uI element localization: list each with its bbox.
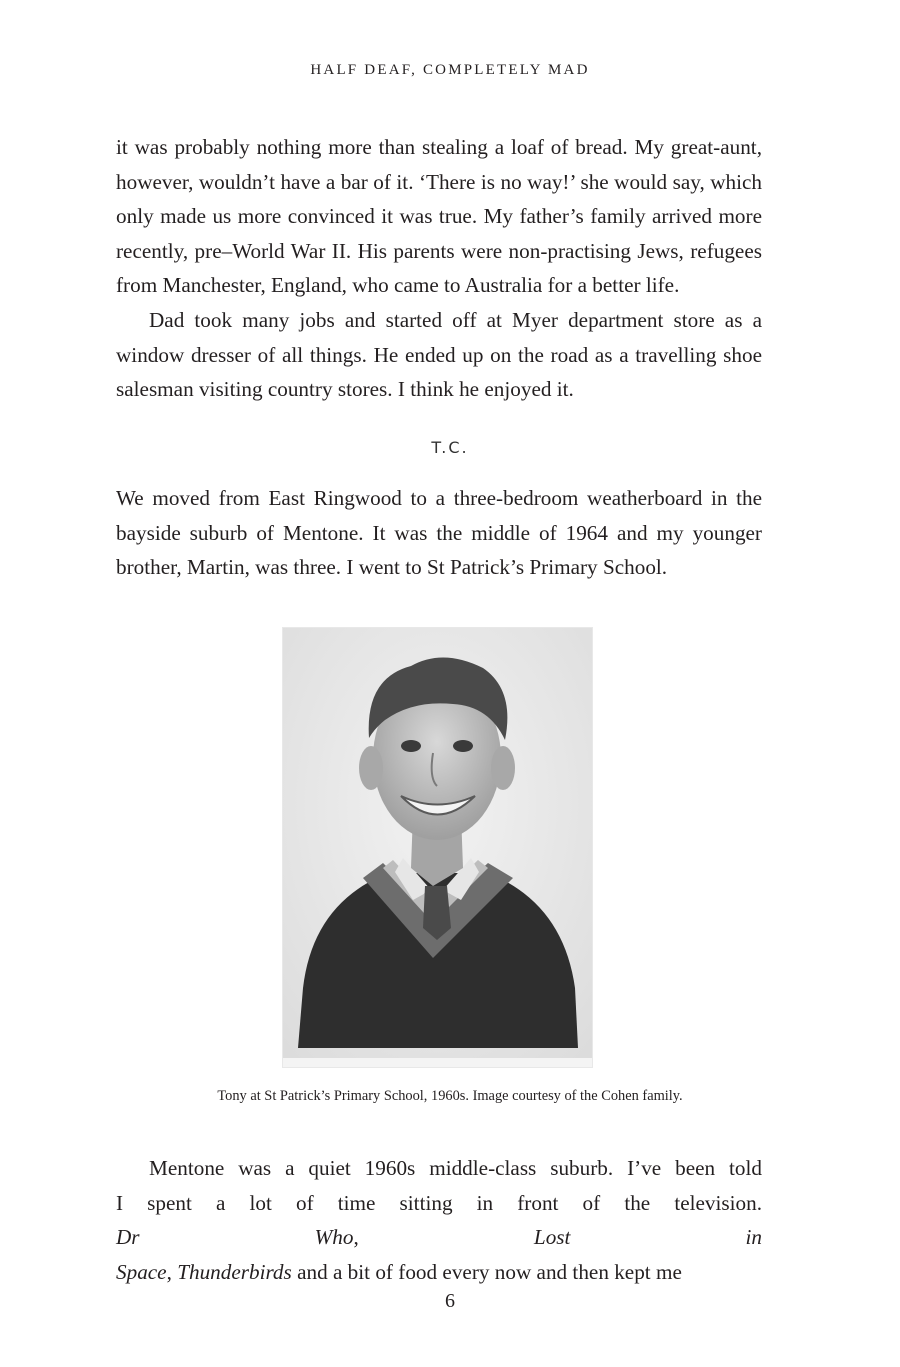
paragraph-line: it was probably nothing more than stealing a loaf of bread. My great-aunt,	[116, 135, 762, 159]
tv-show-title-thunderbirds: Thunderbirds	[177, 1259, 292, 1284]
paragraph-line: window dresser of all things. He ended up on the road as a travelling shoe	[116, 342, 762, 367]
paragraph-line: however, wouldn’t have a bar of it. ‘There is no way!’ she would say, which	[116, 169, 762, 194]
paragraph-line: I spent a lot of time sitting in front of the television.	[116, 1190, 762, 1215]
paragraph-line: from Manchester, England, who came to Australia for a better life.	[116, 273, 680, 298]
tv-show-title-dr-who: Dr Who	[116, 1225, 354, 1250]
school-photo	[282, 627, 593, 1068]
paragraph-line: brother, Martin, was three. I went to St Patrick’s Primary School.	[116, 555, 668, 580]
comma: ,	[353, 1225, 359, 1250]
tv-show-title-lost-in-space-part2: Space	[116, 1259, 167, 1284]
paragraph-line: recently, pre–World War II. His parents were non-practising Jews, refugees	[116, 238, 762, 263]
body-text-middle	[116, 481, 762, 585]
photo-caption: Tony at St Patrick’s Primary School, 1960s. Image courtesy of the Cohen family.	[217, 1088, 683, 1104]
tv-show-title-lost-in-space-part1: Lost in	[533, 1225, 762, 1250]
body-text-bottom	[116, 1151, 762, 1289]
body-text-top	[116, 130, 762, 407]
running-head: HALF DEAF, COMPLETELY MAD	[310, 62, 590, 78]
comma: ,	[166, 1259, 172, 1284]
school-photo-illustration	[283, 628, 592, 1067]
paragraph-line: We moved from East Ringwood to a three-bedroom weatherboard in the	[116, 486, 762, 510]
paragraph-line: bayside suburb of Mentone. It was the middle of 1964 and my younger	[116, 520, 762, 545]
paragraph-line: Dad took many jobs and started off at Myer department store as a	[149, 307, 762, 332]
page-number: 6	[445, 1290, 455, 1312]
section-break-initials: T.C.	[431, 438, 469, 457]
paragraph-line: salesman visiting country stores. I think he enjoyed it.	[116, 377, 574, 402]
paragraph-line: only made us more convinced it was true. My father’s family arrived more	[116, 204, 762, 229]
paragraph-line	[116, 1220, 762, 1255]
paragraph-line	[116, 1255, 762, 1290]
paragraph-line-text: and a bit of food every now and then kept me	[297, 1259, 682, 1284]
paragraph-line: Mentone was a quiet 1960s middle-class suburb. I’ve been told	[149, 1156, 762, 1180]
